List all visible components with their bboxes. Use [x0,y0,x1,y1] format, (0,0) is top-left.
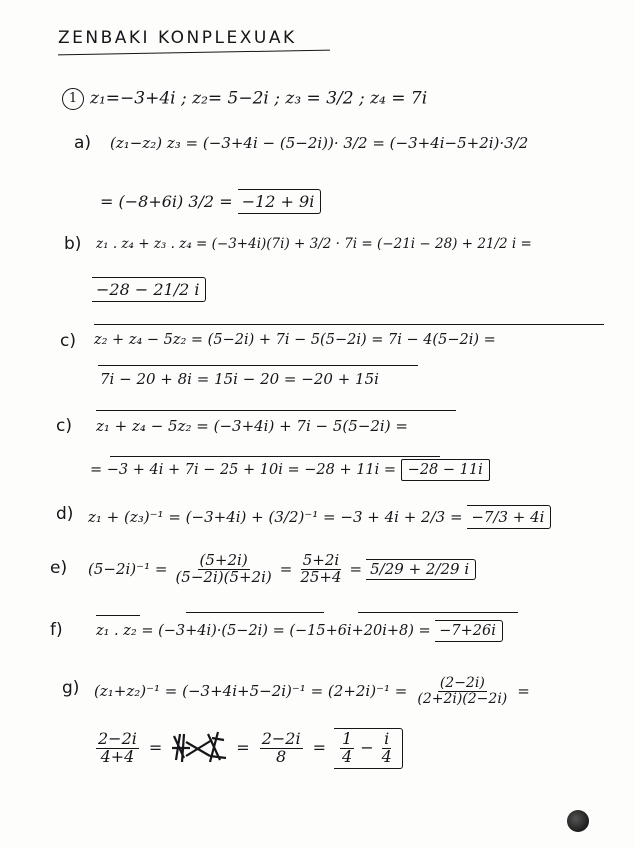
part-g-frac2-num: 2−2i [98,729,137,748]
part-e-result: 5/29 + 2/29 i [366,559,476,580]
part-f-line1 [96,624,503,639]
part-c1-line1: z₂ + z₄ − 5z₂ = (5−2i) + 7i − 5(5−2i) = 7i − 4(5−2i) = [94,332,496,348]
part-e-frac1-den: (5−2i)(5+2i) [175,567,272,586]
part-e-line1 [88,553,476,586]
ink-blot-icon [567,810,589,832]
part-g-frac1-num: (2−2i) [439,675,485,691]
part-c2-conjugate-bar [96,410,456,411]
part-g-line1 [94,676,530,706]
part-c1-result: −20 + 15i [301,370,379,388]
part-a-line2-text: = (−8+6i) 3/2 = [100,192,233,211]
part-c1-conjugate-bar-2 [98,365,418,366]
part-e-frac2-den: 25+4 [300,567,342,586]
part-g-line2 [94,728,403,769]
part-g-eq-end: = [517,681,530,700]
part-f-conjugate-bar [96,615,140,616]
part-c2-label: c) [56,416,72,436]
part-f-label: f) [50,620,63,640]
part-e-frac2-num: 5+2i [302,551,340,569]
part-c2-line2-text: = −3 + 4i + 7i − 25 + 10i = −28 + 11i = [90,462,397,478]
part-g-result [334,728,403,769]
part-g-result-frac2 [380,731,394,766]
part-g-frac3-num: 2−2i [261,729,301,748]
part-d-line1 [88,510,551,525]
part-g-result-num1: 1 [342,729,353,748]
part-b-result-row [92,282,206,298]
part-b-label: b) [64,234,82,254]
part-g-result-frac1 [340,731,354,766]
part-e-eq2: = [349,559,363,578]
part-c1-line2 [100,372,379,387]
title-underline [58,50,330,56]
problem-statement [62,88,427,110]
part-g-frac3 [260,731,303,766]
part-g-result-minus: − [360,738,374,758]
part-b-result: −28 − 21/2 i [92,277,206,302]
part-e-lhs: (5−2i)⁻¹ = [88,559,168,578]
part-e-frac1 [173,553,273,586]
part-g-result-den1: 4 [342,746,353,766]
part-g-label: g) [62,678,80,698]
part-g-result-den2: 4 [381,746,392,766]
part-c2-line1: z₁ + z₄ − 5z₂ = (−3+4i) + 7i − 5(5−2i) = [96,417,408,435]
problem-number: 1 [62,88,84,110]
part-c2-line2 [90,463,490,478]
part-f-conjugate-bar-2 [186,612,324,613]
part-e-eq1: = [279,559,293,578]
page-title: ZENBAKI KONPLEXUAK [58,28,297,48]
part-g-frac1-den: (2+2i)(2−2i) [417,690,508,707]
part-c1-line2-text: 7i − 20 + 8i = 15i − 20 = [100,370,297,388]
part-e-frac1-num: (5+2i) [199,551,248,569]
part-a-label: a) [74,133,92,153]
part-g-eq-a: = [148,738,163,758]
part-e-label: e) [50,558,68,578]
part-c2-result: −28 − 11i [401,459,490,481]
given-values: z₁=−3+4i ; z₂= 5−2i ; z₃ = 3/2 ; z₄ = 7i [90,88,428,109]
part-a-line1: (z₁−z₂) z₃ = (−3+4i − (5−2i))· 3/2 = (−3+4i−5+2i)·3/2 [110,134,529,152]
part-g-frac3-den: 8 [276,746,287,766]
part-f-conjugate-bar-3 [358,612,518,613]
part-c1-conjugate-bar [94,324,604,325]
part-g-frac2-den: 4+4 [100,746,135,766]
part-g-frac2 [96,731,139,766]
part-d-label: d) [56,504,74,524]
part-e-frac2 [298,553,343,586]
part-b-line1: z₁ . z₄ + z₃ . z₄ = (−3+4i)(7i) + 3/2 · 7i = (−21i − 28) + 21/2 i = [96,236,532,252]
part-f-line1-text: z₁ . z₂ = (−3+4i)·(5−2i) = (−15+6i+20i+8) = [96,623,431,639]
part-c2-conjugate-bar-2 [110,456,440,457]
part-g-result-num2: i [384,729,390,748]
part-g-eq-b: = [236,738,250,758]
part-f-result: −7+26i [435,620,503,642]
part-g-line1-text: (z₁+z₂)⁻¹ = (−3+4i+5−2i)⁻¹ = (2+2i)⁻¹ = [94,681,408,700]
part-g-eq-c: = [312,738,326,758]
part-d-result: −7/3 + 4i [467,505,551,529]
part-c1-label: c) [60,331,76,351]
part-a-result: −12 + 9i [238,189,322,214]
crossed-out-scribble-icon [170,728,228,768]
part-d-line1-text: z₁ + (z₃)⁻¹ = (−3+4i) + (3/2)⁻¹ = −3 + 4i + 2/3 = [88,508,463,526]
part-a-line2 [100,194,321,210]
part-g-frac1 [415,676,509,706]
